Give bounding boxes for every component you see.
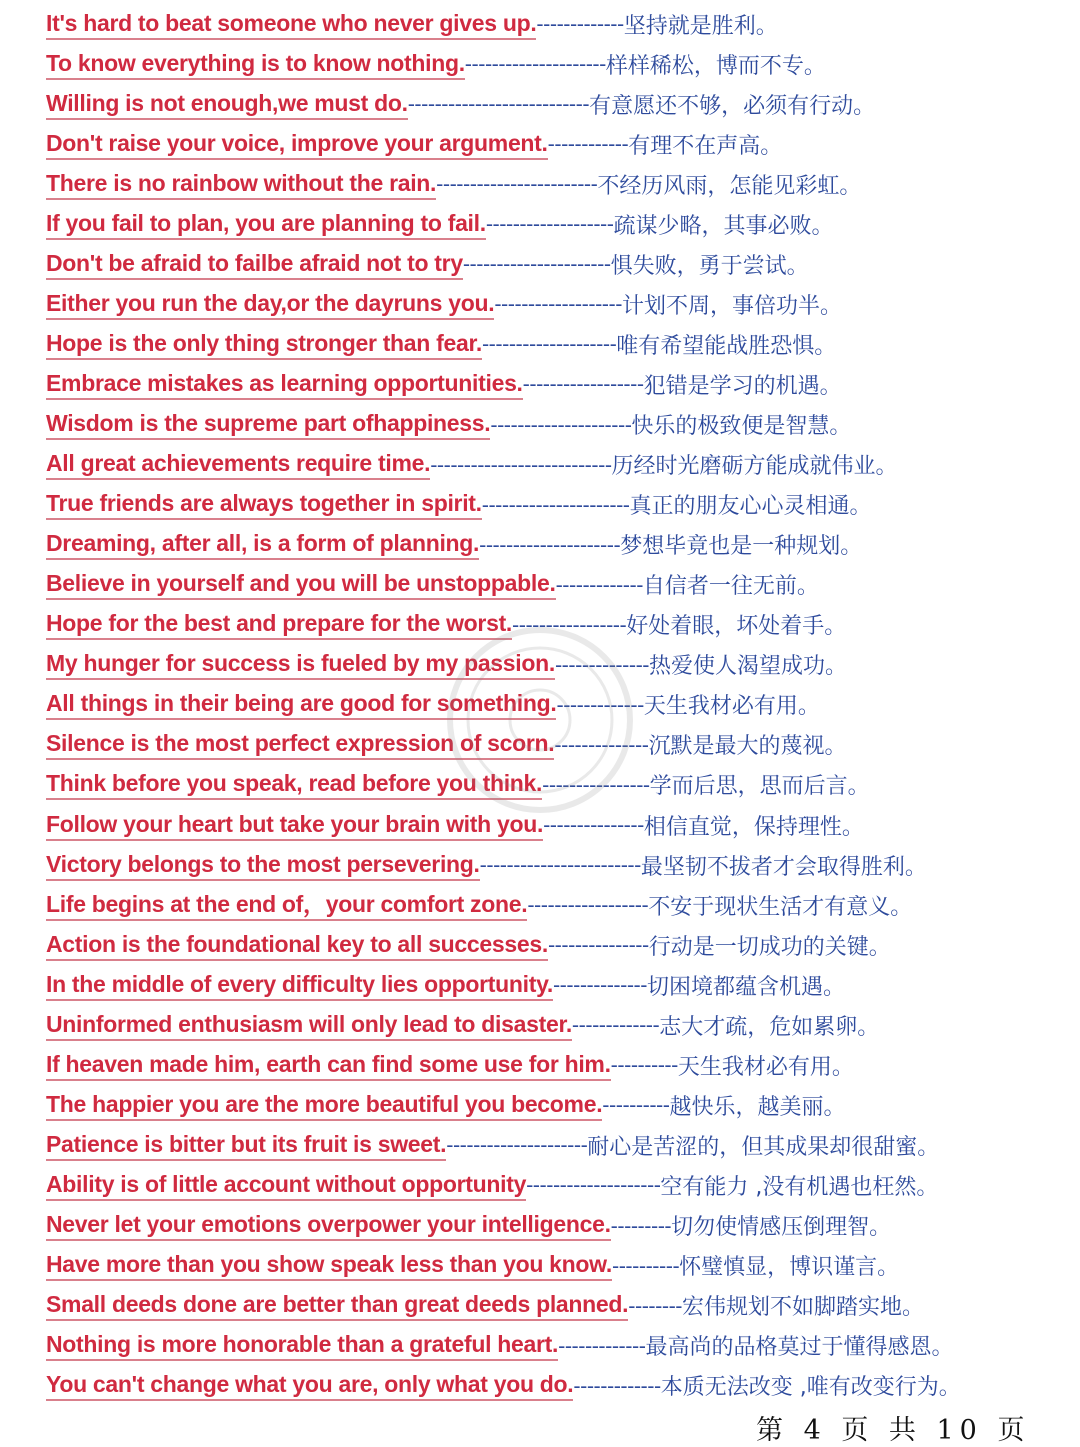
- quote-row: [46, 405, 851, 445]
- quote-row: [46, 725, 846, 765]
- dash-separator: -------------: [558, 1333, 646, 1358]
- chinese-translation: 历经时光磨砺方能成就伟业。: [611, 454, 898, 480]
- english-quote: Don't raise your voice, improve your argument.: [46, 129, 548, 160]
- english-quote: Have more than you show speak less than you know.: [46, 1250, 612, 1281]
- chinese-translation: 怀璧慎显，博识谨言。: [679, 1255, 900, 1281]
- chinese-translation: 宏伟规划不如脚踏实地。: [682, 1295, 925, 1321]
- english-quote: Nothing is more honorable than a grateful heart.: [46, 1330, 558, 1361]
- dash-separator: ----------------------: [462, 252, 611, 277]
- chinese-translation: 计划不周，事倍功半。: [621, 293, 842, 319]
- dash-separator: -------------: [556, 692, 644, 717]
- quote-row: [46, 1366, 961, 1406]
- english-quote: Never let your emotions overpower your intelligence.: [46, 1210, 611, 1241]
- english-quote: To know everything is to know nothing.: [46, 49, 465, 80]
- quote-row: [46, 4, 778, 44]
- dash-separator: ---------: [610, 1213, 672, 1238]
- dash-separator: ------------: [547, 132, 629, 157]
- dash-separator: ------------------: [527, 893, 649, 918]
- chinese-translation: 本质无法改变 ,唯有改变行为。: [660, 1375, 961, 1401]
- quote-row: [46, 324, 836, 364]
- english-quote: Follow your heart but take your brain with you.: [46, 810, 543, 841]
- dash-separator: ----------: [612, 1253, 680, 1278]
- dash-separator: -----------------: [512, 612, 627, 637]
- dash-separator: ----------------: [542, 772, 650, 797]
- english-quote: There is no rainbow without the rain.: [46, 169, 436, 200]
- chinese-translation: 惧失败，勇于尝试。: [610, 253, 809, 279]
- dash-separator: -------------------: [485, 212, 614, 237]
- english-quote: Small deeds done are better than great deeds planned.: [46, 1290, 628, 1321]
- dash-separator: -------------: [573, 1373, 661, 1398]
- english-quote: My hunger for success is fueled by my passion.: [46, 649, 555, 680]
- chinese-translation: 耐心是苦涩的，但其成果却很甜蜜。: [587, 1134, 940, 1160]
- english-quote: If heaven made him, earth can find some use for him.: [46, 1050, 611, 1081]
- quote-row: [46, 44, 826, 84]
- english-quote: Hope is the only thing stronger than fear.: [46, 329, 482, 360]
- quote-row: [46, 685, 820, 725]
- quote-row: [46, 605, 846, 645]
- quote-row: [46, 1165, 938, 1205]
- chinese-translation: 唯有希望能战胜恐惧。: [616, 333, 837, 359]
- english-quote: Willing is not enough,we must do.: [46, 89, 408, 120]
- quote-row: [46, 1246, 899, 1286]
- dash-separator: --------------: [552, 973, 647, 998]
- chinese-translation: 犯错是学习的机遇。: [643, 373, 842, 399]
- quote-row: [46, 1045, 854, 1085]
- english-quote: Ability is of little account without opportunity: [46, 1170, 526, 1201]
- quote-row: [46, 1286, 924, 1326]
- chinese-translation: 不经历风雨，怎能见彩虹。: [597, 173, 862, 199]
- chinese-translation: 空有能力 ,没有机遇也枉然。: [660, 1174, 939, 1200]
- dash-separator: --------------: [554, 732, 649, 757]
- english-quote: If you fail to plan, you are planning to fail.: [46, 209, 486, 240]
- quote-row: [46, 805, 864, 845]
- chinese-translation: 梦想毕竟也是一种规划。: [620, 534, 863, 560]
- quote-row: [46, 965, 845, 1005]
- quote-row: [46, 204, 833, 244]
- quote-row: [46, 164, 861, 204]
- english-quote: Dreaming, after all, is a form of planning.: [46, 529, 479, 560]
- dash-separator: ---------------------: [464, 52, 606, 77]
- english-quote: Life begins at the end of，your comfort zone.: [46, 890, 527, 921]
- english-quote: In the middle of every difficulty lies opportunity.: [46, 970, 553, 1001]
- dash-separator: ----------: [610, 1053, 678, 1078]
- dash-separator: --------: [628, 1293, 682, 1318]
- chinese-translation: 沉默是最大的蔑视。: [648, 734, 847, 760]
- english-quote: The happier you are the more beautiful you become.: [46, 1090, 602, 1121]
- dash-separator: ---------------------------: [430, 452, 612, 477]
- english-quote: All things in their being are good for something.: [46, 689, 556, 720]
- dash-separator: ---------------: [543, 813, 644, 837]
- dash-separator: ------------------: [522, 372, 644, 397]
- dash-separator: -------------: [536, 12, 624, 36]
- english-quote: Don't be afraid to failbe afraid not to try: [46, 249, 463, 280]
- dash-separator: --------------: [554, 652, 650, 677]
- quote-row: [46, 845, 927, 885]
- quote-row: [46, 525, 862, 565]
- english-quote: Victory belongs to the most persevering.: [46, 850, 480, 881]
- quote-row: [46, 925, 891, 965]
- dash-separator: ----------: [602, 1093, 670, 1118]
- english-quote: Believe in yourself and you will be unstoppable.: [46, 569, 556, 600]
- english-quote: True friends are always together in spirit.: [46, 489, 482, 520]
- english-quote: Action is the foundational key to all successes.: [46, 930, 548, 961]
- english-quote: Patience is bitter but its fruit is sweet.: [46, 1130, 446, 1161]
- english-quote: You can't change what you are, only what you do.: [46, 1370, 573, 1401]
- english-quote: It's hard to beat someone who never gives up.: [46, 9, 536, 40]
- chinese-translation: 坚持就是胜利。: [623, 13, 778, 39]
- quote-row: [46, 885, 912, 925]
- dash-separator: ---------------------------: [407, 92, 590, 117]
- quote-row: [46, 1125, 939, 1165]
- chinese-translation: 相信直觉，保持理性。: [643, 814, 864, 840]
- dash-separator: ----------------------: [481, 492, 630, 517]
- chinese-translation: 真正的朋友心心灵相通。: [629, 494, 872, 520]
- dash-separator: -------------: [571, 1013, 660, 1038]
- quote-row: [46, 1005, 879, 1045]
- quote-row: [46, 84, 875, 124]
- english-quote: Silence is the most perfect expression of scorn.: [46, 729, 554, 760]
- english-quote: Think before you speak, read before you think.: [46, 769, 542, 800]
- quote-row: [46, 485, 872, 525]
- dash-separator: ---------------------: [490, 412, 632, 437]
- quote-row: [46, 364, 842, 404]
- chinese-translation: 行动是一切成功的关键。: [648, 934, 891, 960]
- english-quote: Embrace mistakes as learning opportunities.: [46, 369, 523, 400]
- quote-row: [46, 1326, 953, 1366]
- english-quote: All great achievements require time.: [46, 449, 430, 480]
- chinese-translation: 疏谋少略，其事必败。: [613, 213, 834, 239]
- chinese-translation: 自信者一往无前。: [642, 574, 819, 600]
- chinese-translation: 志大才疏，危如累卵。: [659, 1014, 880, 1040]
- dash-separator: ---------------: [547, 933, 649, 958]
- quote-row: [46, 445, 898, 485]
- chinese-translation: 切困境都蕴含机遇。: [647, 974, 846, 1000]
- chinese-translation: 天生我材必有用。: [677, 1054, 854, 1080]
- chinese-translation: 学而后思，思而后言。: [649, 774, 870, 800]
- dash-separator: --------------------: [481, 332, 617, 357]
- chinese-translation: 越快乐，越美丽。: [669, 1094, 846, 1120]
- english-quote: Wisdom is the supreme part ofhappiness.: [46, 409, 490, 440]
- quote-row: [46, 645, 847, 685]
- quote-row: [46, 124, 782, 164]
- chinese-translation: 切勿使情感压倒理智。: [671, 1215, 892, 1240]
- dash-separator: ---------------------: [479, 532, 621, 557]
- dash-separator: ------------------------: [479, 853, 641, 878]
- chinese-translation: 好处着眼，坏处着手。: [626, 614, 847, 640]
- chinese-translation: 最高尚的品格莫过于懂得感恩。: [645, 1335, 954, 1361]
- quote-row: [46, 1206, 891, 1246]
- english-quote: Uninformed enthusiasm will only lead to disaster.: [46, 1010, 572, 1041]
- page-footer: 第 4 页 共 10 页: [756, 1415, 1031, 1446]
- quote-row: [46, 244, 809, 284]
- chinese-translation: 样样稀松，博而不专。: [605, 53, 826, 79]
- chinese-translation: 天生我材必有用。: [643, 694, 820, 720]
- chinese-translation: 不安于现状生活才有意义。: [648, 894, 913, 920]
- dash-separator: ------------------------: [436, 172, 598, 197]
- dash-separator: ---------------------: [446, 1133, 588, 1158]
- quote-row: [46, 1085, 845, 1125]
- dash-separator: -------------: [555, 572, 643, 597]
- quote-row: [46, 765, 870, 805]
- dash-separator: --------------------: [526, 1173, 661, 1198]
- chinese-translation: 热爱使人渴望成功。: [649, 654, 848, 680]
- dash-separator: -------------------: [494, 292, 622, 317]
- quote-row: [46, 284, 842, 324]
- quote-row: [46, 565, 819, 605]
- english-quote: Hope for the best and prepare for the worst.: [46, 609, 512, 640]
- chinese-translation: 快乐的极致便是智慧。: [631, 414, 852, 439]
- chinese-translation: 有理不在声高。: [628, 133, 783, 159]
- chinese-translation: 有意愿还不够，必须有行动。: [589, 93, 876, 119]
- chinese-translation: 最坚韧不拔者才会取得胜利。: [640, 854, 927, 880]
- english-quote: Either you run the day,or the dayruns you.: [46, 289, 494, 320]
